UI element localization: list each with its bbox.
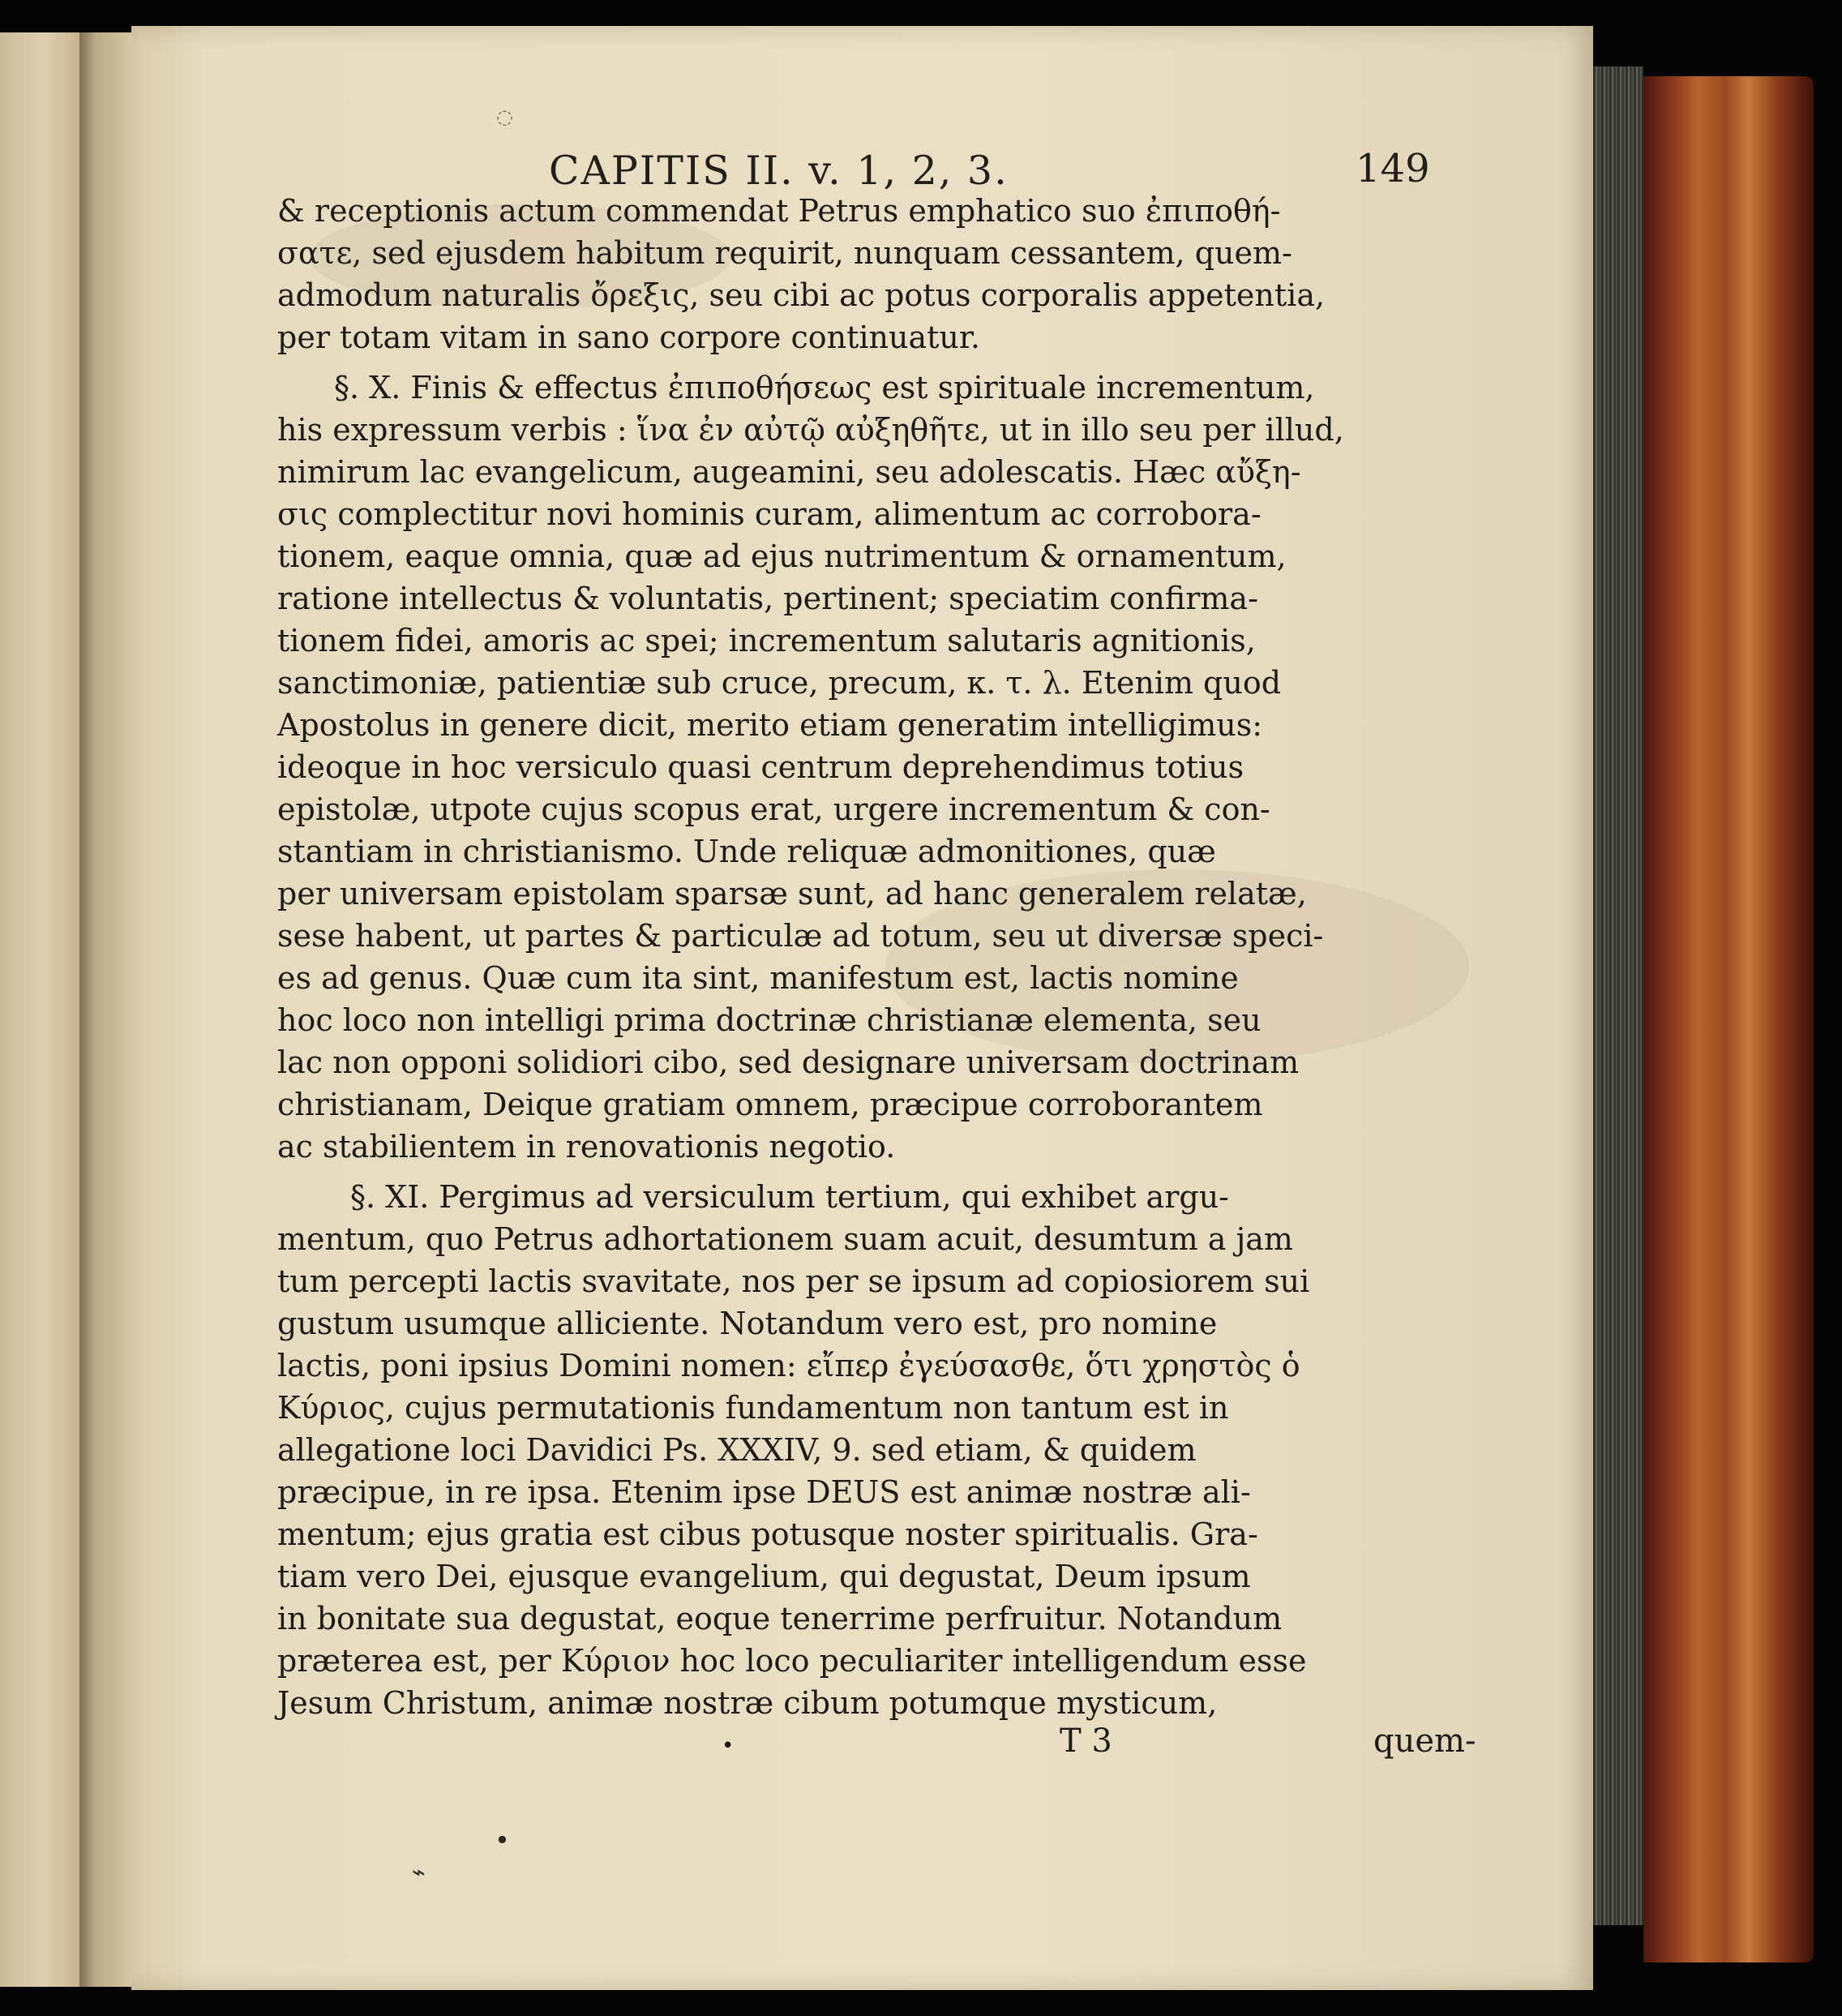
page-number: 149 (1356, 146, 1430, 191)
text-line: admodum naturalis ὄρεξις, seu cibi ac potus corporalis appetentia, (277, 277, 1326, 313)
book-gutter (79, 32, 131, 1987)
text-line: σατε, sed ejusdem habitum requirit, nunquam cessantem, quem- (277, 235, 1292, 271)
text-line: Κύριος, cujus permutationis fundamentum non tantum est in (277, 1390, 1229, 1426)
text-line: σις complectitur novi hominis curam, alimentum ac corrobora- (277, 496, 1262, 532)
text-line: ideoque in hoc versiculo quasi centrum deprehendimus totius (277, 749, 1244, 785)
text-line: tionem, eaque omnia, quæ ad ejus nutrimentum & ornamentum, (277, 538, 1287, 574)
text-line: præterea est, per Κύριον hoc loco peculiariter intelligendum esse (277, 1643, 1307, 1679)
text-line: stantiam in christianismo. Unde reliquæ admonitiones, quæ (277, 834, 1216, 869)
text-line: per totam vitam in sano corpore continuatur. (277, 320, 980, 355)
page-footer (277, 1722, 1477, 1768)
text-line: sese habent, ut partes & particulæ ad totum, seu ut diversæ speci- (277, 918, 1324, 954)
page-fore-edge (1593, 66, 1643, 1925)
text-line: gustum usumque alliciente. Notandum vero est, pro nomine (277, 1306, 1218, 1341)
text-line: mentum, quo Petrus adhortationem suam acuit, desumtum a jam (277, 1221, 1293, 1257)
text-line: lactis, poni ipsius Domini nomen: εἴπερ ἐγεύσασθε, ὅτι χρηστὸς ὁ (277, 1348, 1300, 1383)
catchword: quem- (1373, 1722, 1476, 1760)
text-line: his expressum verbis : ἵνα ἐν αὐτῷ αὐξηθῆτε, ut in illo seu per illud, (277, 412, 1344, 448)
text-line: mentum; ejus gratia est cibus potusque noster spiritualis. Gra- (277, 1516, 1258, 1552)
text-line: §. XI. Pergimus ad versiculum tertium, qui exhibet argu- (350, 1179, 1230, 1215)
ink-mark: ⌁ (412, 1859, 426, 1885)
page-text (131, 26, 1593, 1990)
text-line: Apostolus in genere dicit, merito etiam generatim intelligimus: (277, 707, 1263, 743)
text-line: præcipue, in re ipsa. Etenim ipse DEUS est animæ nostræ ali- (277, 1474, 1251, 1510)
leather-binding-edge (1643, 76, 1814, 1962)
text-line: sanctimoniæ, patientiæ sub cruce, precum, κ. τ. λ. Etenim quod (277, 665, 1282, 701)
ink-mark: • (495, 1825, 510, 1855)
text-line: es ad genus. Quæ cum ita sint, manifestum est, lactis nomine (277, 960, 1239, 996)
signature-mark: T 3 (1060, 1722, 1112, 1760)
text-line: epistolæ, utpote cujus scopus erat, urgere incrementum & con- (277, 791, 1270, 827)
text-line: tiam vero Dei, ejusque evangelium, qui degustat, Deum ipsum (277, 1559, 1251, 1594)
text-line: ratione intellectus & voluntatis, pertinent; speciatim confirma- (277, 581, 1258, 616)
text-line: tionem fidei, amoris ac spei; incrementum salutaris agnitionis, (277, 623, 1256, 658)
text-line: tum percepti lactis svavitate, nos per se ipsum ad copiosiorem sui (277, 1263, 1310, 1299)
running-head: CAPITIS II. v. 1, 2, 3. (549, 148, 1009, 194)
left-page-edge (0, 32, 81, 1987)
text-line: per universam epistolam sparsæ sunt, ad hanc generalem relatæ, (277, 876, 1307, 911)
text-line: allegatione loci Davidici Ps. XXXIV, 9. sed etiam, & quidem (277, 1432, 1197, 1468)
text-line: lac non opponi solidiori cibo, sed designare universam doctrinam (277, 1044, 1300, 1080)
text-line: hoc loco non intelligi prima doctrinæ christianæ elementa, seu (277, 1002, 1262, 1038)
text-line: Jesum Christum, animæ nostræ cibum potumque mysticum, (277, 1685, 1218, 1721)
text-line: nimirum lac evangelicum, augeamini, seu adolescatis. Hæc αὔξη- (277, 454, 1301, 490)
ink-mark: ◌ (496, 105, 513, 128)
footer-ornament-dot: • (722, 1734, 735, 1758)
text-line: §. X. Finis & effectus ἐπιποθήσεως est spirituale incrementum, (334, 370, 1315, 405)
text-line: & receptionis actum commendat Petrus emphatico suo ἐπιποθή- (277, 193, 1281, 229)
text-line: in bonitate sua degustat, eoque tenerrime perfruitur. Notandum (277, 1601, 1283, 1636)
text-line: christianam, Deique gratiam omnem, præcipue corroborantem (277, 1087, 1263, 1122)
text-line: ac stabilientem in renovationis negotio. (277, 1129, 896, 1165)
book-page (131, 26, 1593, 1990)
